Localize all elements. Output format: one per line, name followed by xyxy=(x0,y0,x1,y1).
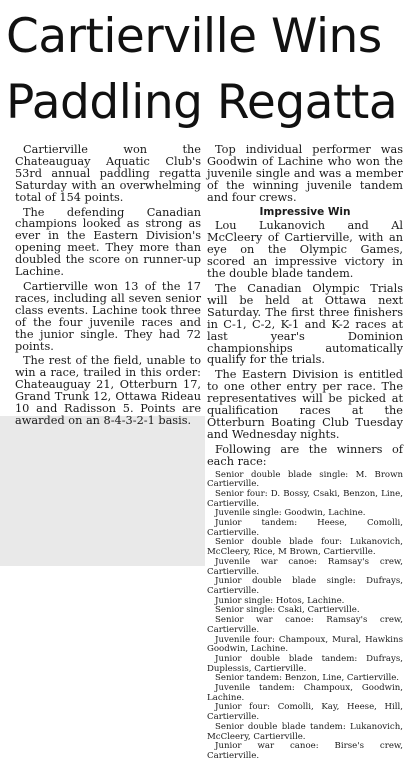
winner-item: Senior double blade four: Lukanovich, McCleery, Rice, M Brown, Cartierville. xyxy=(207,537,403,558)
winners-list xyxy=(207,471,403,762)
headline: Cartierville Wins Paddling Regatta xyxy=(6,9,398,130)
winner-item: Senior four: D. Bossy, Csaki, Benzon, Line, Cartierville. xyxy=(207,488,403,509)
article-paragraph: Lou Lukanovich and Al McCleery of Cartierville, with an eye on the Olympic Games, scored an impressive victory in the double blade tandem. xyxy=(207,219,403,281)
article-paragraph: Cartierville won 13 of the 17 races, including all seven senior class events. Lachine took three of the four juvenile races and the junior single. They had 72 points. xyxy=(15,279,201,353)
winner-item: Junior double blade single: Dufrays, Cartierville. xyxy=(207,576,403,596)
article-paragraph: The defending Canadian champions looked as strong as ever in the Eastern Division's opening meet. They more than doubled the score on runner-up Lachine. xyxy=(15,205,201,279)
winner-item: Senior double blade single: M. Brown Cartierville. xyxy=(207,469,403,490)
subheading: Impressive Win xyxy=(259,205,351,218)
winner-item: Junior tandem: Heese, Comolli, Cartierville. xyxy=(207,518,403,538)
article-paragraph: The Eastern Division is entitled to one other entry per race. The representatives will be picked at qualification races at the Otterburn Boating Club Tuesday and Wednesday nights. xyxy=(207,368,403,441)
article-paragraph: The rest of the field, unable to win a race, trailed in this order: Chateauguay 21, Otterburn 17, Grand Trunk 12, Ottawa Rideau 10 and Radisson 5. Points are awarded on an 8-4-3-2-1 basis. xyxy=(15,354,201,427)
right-column xyxy=(207,144,403,762)
winner-item: Juvenile single: Goodwin, Lachine. xyxy=(215,508,366,519)
left-column xyxy=(15,144,201,430)
winner-item: Junior single: Hotos, Lachine. xyxy=(215,595,345,606)
winner-item: Junior four: Comolli, Kay, Heese, Hill, Cartierville. xyxy=(207,702,403,723)
article-paragraph: Following are the winners of each race: xyxy=(207,442,403,468)
winner-item: Senior war canoe: Ramsay's crew, Cartierville. xyxy=(207,615,403,635)
winner-item: Senior single: Csaki, Cartierville. xyxy=(215,605,360,616)
article-paragraph: The Canadian Olympic Trials will be held at Ottawa next Saturday. The first three finishers in C-1, C-2, K-1 and K-2 races at last year's Dominion championships automatically qualify for the trials. xyxy=(207,281,403,367)
winner-item: Senior tandem: Benzon, Line, Cartierville. xyxy=(215,673,400,684)
winner-item: Juvenile four: Champoux, Mural, Hawkins Goodwin, Lachine. xyxy=(207,634,403,655)
article-paragraph: Cartierville won the Chateauguay Aquatic Club's 53rd annual paddling regatta Saturday with an overwhelming total of 154 points. xyxy=(15,143,201,204)
article-paragraph: Top individual performer was Goodwin of Lachine who won the juvenile single and was a member of the winning juvenile tandem and four crews. xyxy=(207,143,403,204)
winner-item: Juvenile war canoe: Ramsay's crew, Cartierville. xyxy=(207,556,403,577)
winner-item: Senior double blade tandem: Lukanovich, McCleery, Cartierville. xyxy=(207,721,403,742)
winner-item: Junior double blade tandem: Dufrays, Duplessis, Cartierville. xyxy=(207,653,403,674)
winner-item: Juvenile tandem: Champoux, Goodwin, Lachine. xyxy=(207,683,403,703)
winner-item: Junior war canoe: Birse's crew, Cartierville. xyxy=(207,741,403,761)
shaded-background xyxy=(0,416,205,566)
